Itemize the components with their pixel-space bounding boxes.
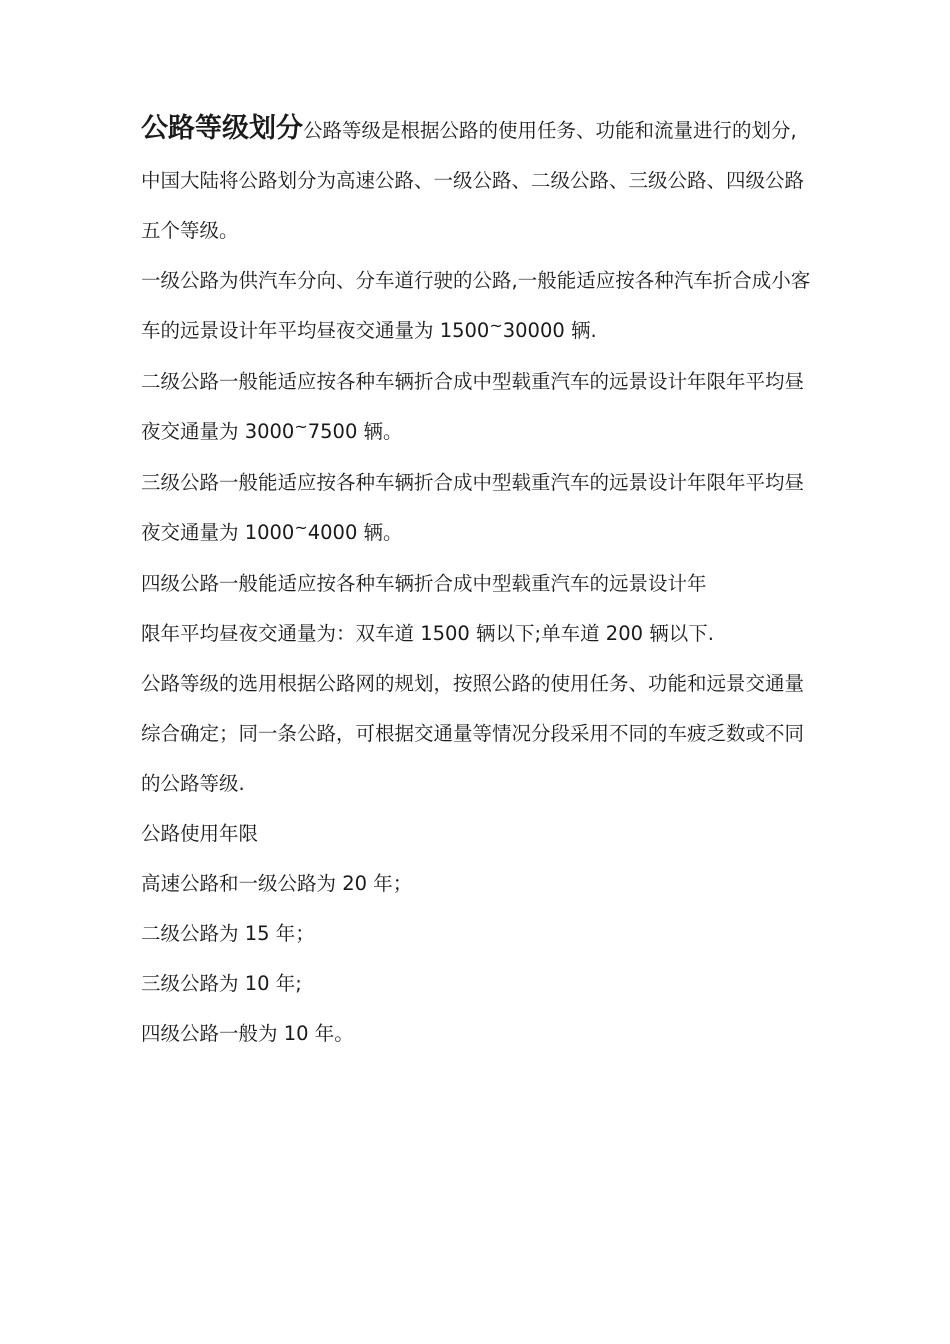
grade2-paragraph [141,357,813,458]
document-title: 公路等级划分 [141,113,303,144]
grade3-text: 三级公路一般能适应按各种车辆折合成中型载重汽车的远景设计年限年平均昼夜交通量为 1000 [141,471,805,544]
grade3-tilde: ~ [294,518,308,537]
grade2-text: 二级公路一般能适应按各种车辆折合成中型载重汽车的远景设计年限年平均昼夜交通量为 3000 [141,370,805,443]
intro-text: 公路等级是根据公路的使用任务、功能和流量进行的划分,中国大陆将公路划分为高速公路、一级公路、二级公路、三级公路、四级公路五个等级。 [141,119,805,242]
grade1-tilde: ~ [489,316,503,335]
life-item: 四级公路一般为 10 年。 [141,1022,354,1045]
grade3-paragraph [141,458,813,559]
grade1-text-end: 30000 辆. [502,319,597,342]
document-body [141,104,813,1059]
grade2-tilde: ~ [294,417,308,436]
selection-paragraph: 公路等级的选用根据公路网的规划，按照公路的使用任务、功能和远景交通量综合确定；同一条公路，可根据交通量等情况分段采用不同的车疲乏数或不同的公路等级. [141,672,805,795]
life-item: 二级公路为 15 年； [141,922,315,945]
grade1-text: 一级公路为供汽车分向、分车道行驶的公路,一般能适应按各种汽车折合成小客车的远景设计年平均昼夜交通量为 1500 [141,269,811,342]
grade2-text-end: 7500 辆。 [307,420,403,443]
life-item: 三级公路为 10 年; [141,972,302,995]
service-life-heading: 公路使用年限 [141,822,259,845]
grade1-paragraph [141,256,813,357]
intro-paragraph [141,104,813,256]
grade4-paragraph-line1: 四级公路一般能适应按各种车辆折合成中型载重汽车的远景设计年 [141,572,707,595]
grade3-text-end: 4000 辆。 [307,521,403,544]
life-item: 高速公路和一级公路为 20 年； [141,872,413,895]
grade4-paragraph-line2: 限年平均昼夜交通量为：双车道 1500 辆以下;单车道 200 辆以下. [141,622,714,645]
